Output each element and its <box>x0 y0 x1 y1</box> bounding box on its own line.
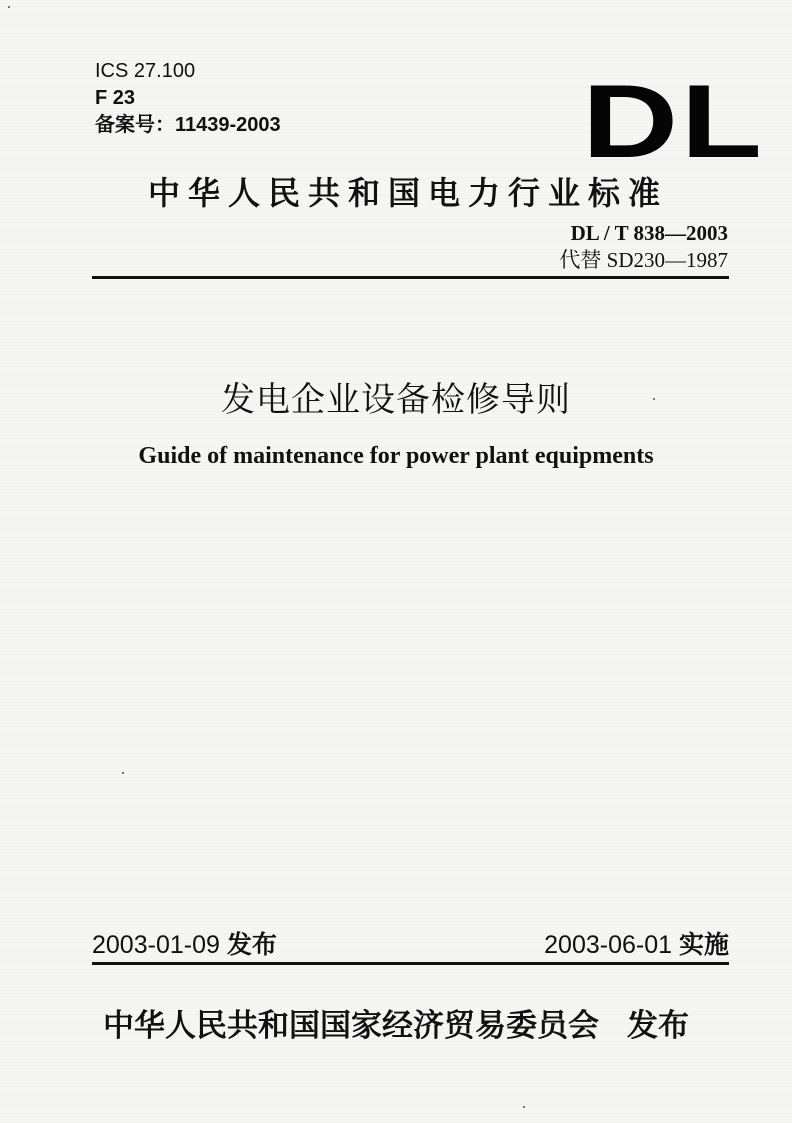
scan-speck <box>523 1106 525 1108</box>
document-title-chinese: 发电企业设备检修导则 <box>221 380 571 420</box>
effective-date: 2003-06-01 <box>544 931 673 959</box>
standard-type-heading: 中华人民共和国电力行业标准 <box>148 174 669 212</box>
issuer-name: 中华人民共和国国家经济贸易委员会 <box>103 1008 599 1044</box>
category-code: F 23 <box>95 87 136 109</box>
classification-block <box>95 58 281 139</box>
dl-logo: DL <box>582 64 765 180</box>
record-number: 备案号：11439-2003 <box>95 114 281 136</box>
ics-code: ICS 27.100 <box>95 60 196 82</box>
scan-speck <box>122 772 124 774</box>
scan-speck <box>8 6 10 8</box>
top-divider <box>92 276 729 279</box>
issuer-action: 发布 <box>627 1008 689 1044</box>
standard-number: DL / T 838—2003 <box>570 221 728 245</box>
effective-date-group <box>544 925 729 961</box>
scan-speck <box>653 398 655 400</box>
effective-label: 实施 <box>678 931 729 959</box>
document-title-english: Guide of maintenance for power plant equipments <box>138 443 654 469</box>
dates-row <box>92 925 729 961</box>
issue-date-group <box>92 925 277 961</box>
bottom-divider <box>92 962 729 965</box>
issuer-line <box>0 1000 792 1045</box>
issue-date: 2003-01-09 <box>92 931 220 959</box>
standard-code-block <box>559 220 728 274</box>
replaces-standard: 代替 SD230—1987 <box>559 248 728 272</box>
issue-label: 发布 <box>226 931 277 959</box>
